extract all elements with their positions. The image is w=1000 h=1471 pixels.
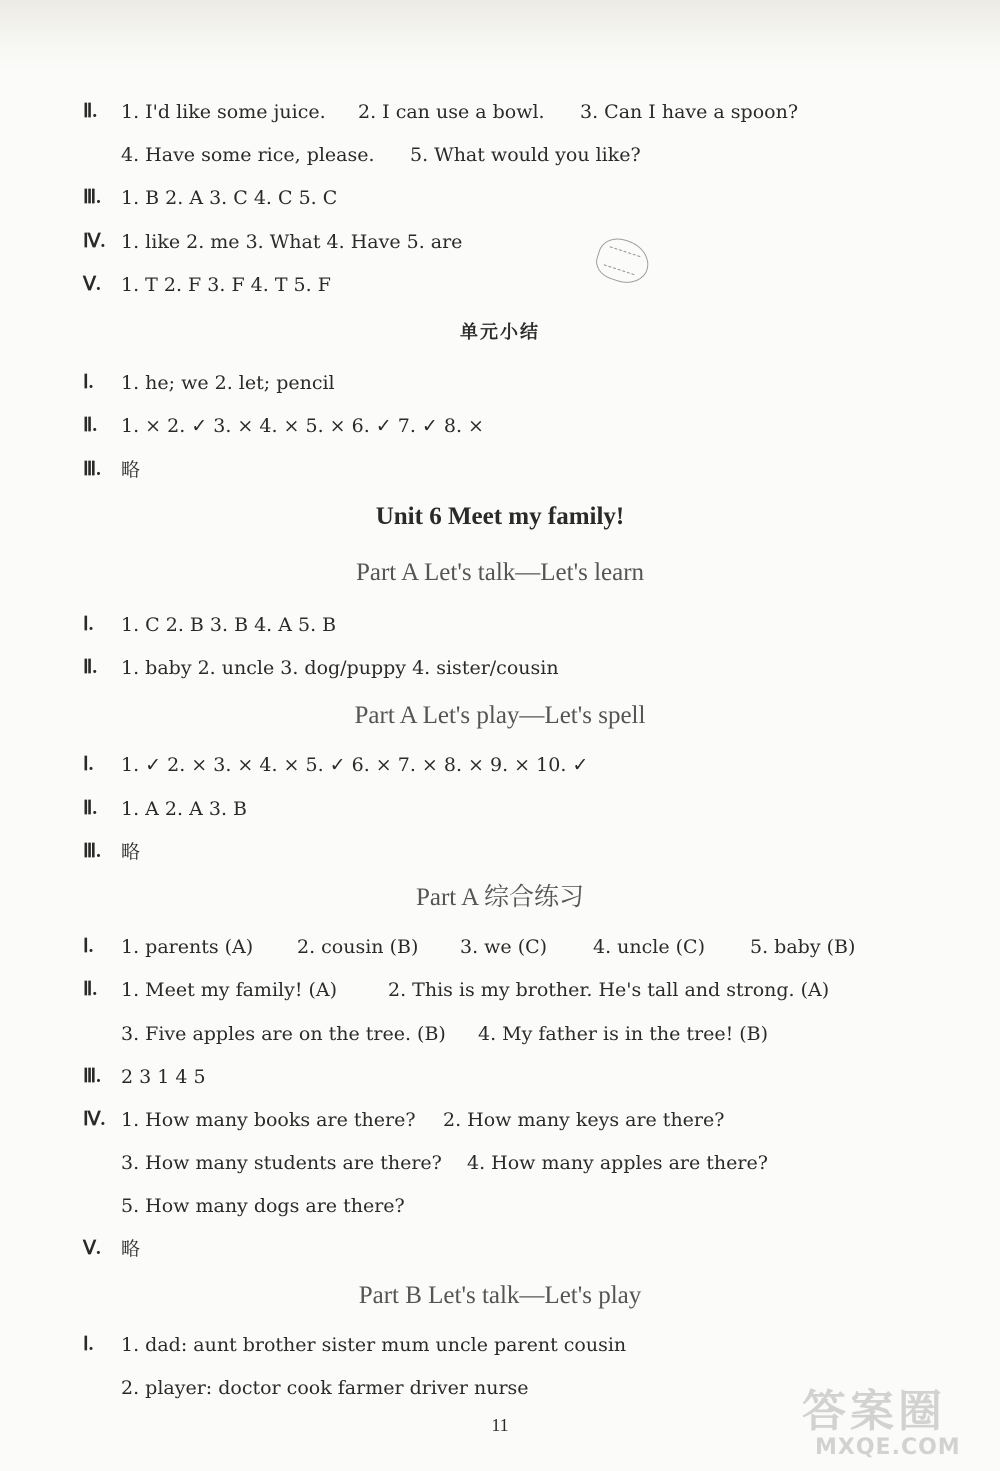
answer-item: 1. T 2. F 3. F 4. T 5. F [121,274,331,296]
section-numeral: Ⅲ. [83,459,101,480]
scan-top-shading [0,0,1000,70]
section-numeral: Ⅲ. [83,841,101,862]
section-heading: Part B Let's talk—Let's play [358,1282,642,1309]
watermark-logo-text: 答案圈 [802,1386,946,1437]
section-numeral: Ⅳ. [83,231,106,252]
answer-item: 3. Can I have a spoon? [580,101,799,123]
answer-item: 2. cousin (B) [297,936,419,958]
answer-item: 略 [121,459,141,481]
answer-item: 1. he; we 2. let; pencil [121,372,335,394]
watermark-url: MXQE.COM [815,1435,961,1460]
answer-item: 5. What would you like? [410,144,641,166]
section-numeral: Ⅱ. [83,657,98,678]
answer-item: 3. How many students are there? [121,1152,442,1174]
section-numeral: Ⅳ. [83,1109,106,1130]
answer-item: 4. My father is in the tree! (B) [478,1023,769,1045]
answer-item: 4. How many apples are there? [467,1152,768,1174]
answer-item: 5. How many dogs are there? [121,1195,405,1217]
section-heading: Part A 综合练习 [415,884,585,911]
answer-item: 1. baby 2. uncle 3. dog/puppy 4. sister/cousin [121,657,559,679]
answer-item: 2. I can use a bowl. [358,101,545,123]
watermark-logo [790,1375,990,1467]
section-numeral: Ⅰ. [83,1334,94,1355]
answer-item: 1. ✓ 2. × 3. × 4. × 5. ✓ 6. × 7. × 8. × 9. × 10. ✓ [121,754,589,776]
answer-item: 2. This is my brother. He's tall and strong. (A) [388,979,830,1001]
section-heading: Unit 6 Meet my family! [375,503,625,530]
section-numeral: Ⅲ. [83,187,101,208]
answer-item: 2. player: doctor cook farmer driver nurse [121,1377,529,1399]
section-numeral: Ⅰ. [83,614,94,635]
section-numeral: Ⅱ. [83,979,98,1000]
answer-item: 略 [121,841,141,863]
answer-item: 1. A 2. A 3. B [121,798,247,820]
section-heading: 单元小结 [460,322,540,343]
section-numeral: Ⅱ. [83,415,98,436]
answer-item: 3. we (C) [460,936,548,958]
answer-item: 2. How many keys are there? [443,1109,725,1131]
section-numeral: Ⅱ. [83,101,98,122]
section-numeral: Ⅰ. [83,754,94,775]
section-heading: Part A Let's play—Let's spell [354,702,646,729]
section-numeral: Ⅴ. [83,1238,101,1259]
answer-item: 1. C 2. B 3. B 4. A 5. B [121,614,337,636]
section-numeral: Ⅲ. [83,1066,101,1087]
answer-item: 5. baby (B) [750,936,856,958]
answer-item: 3. Five apples are on the tree. (B) [121,1023,446,1045]
answer-item: 1. I'd like some juice. [121,101,326,123]
section-numeral: Ⅰ. [83,936,94,957]
ink-stamp-mark [592,233,654,289]
answer-item: 1. parents (A) [121,936,254,958]
answer-item: 略 [121,1238,141,1260]
answer-item: 1. Meet my family! (A) [121,979,338,1001]
answer-item: 4. Have some rice, please. [121,144,375,166]
answer-item: 1. dad: aunt brother sister mum uncle parent cousin [121,1334,627,1356]
section-heading: Part A Let's talk—Let's learn [355,559,645,586]
section-numeral: Ⅰ. [83,372,94,393]
answer-item: 2 3 1 4 5 [121,1066,206,1088]
answer-item: 1. × 2. ✓ 3. × 4. × 5. × 6. ✓ 7. ✓ 8. × [121,415,484,437]
section-numeral: Ⅴ. [83,274,101,295]
section-numeral: Ⅱ. [83,798,98,819]
answer-item: 1. like 2. me 3. What 4. Have 5. are [121,231,463,253]
answer-item: 1. How many books are there? [121,1109,416,1131]
answer-item: 1. B 2. A 3. C 4. C 5. C [121,187,338,209]
page-number: 11 [491,1415,509,1435]
answer-item: 4. uncle (C) [593,936,706,958]
